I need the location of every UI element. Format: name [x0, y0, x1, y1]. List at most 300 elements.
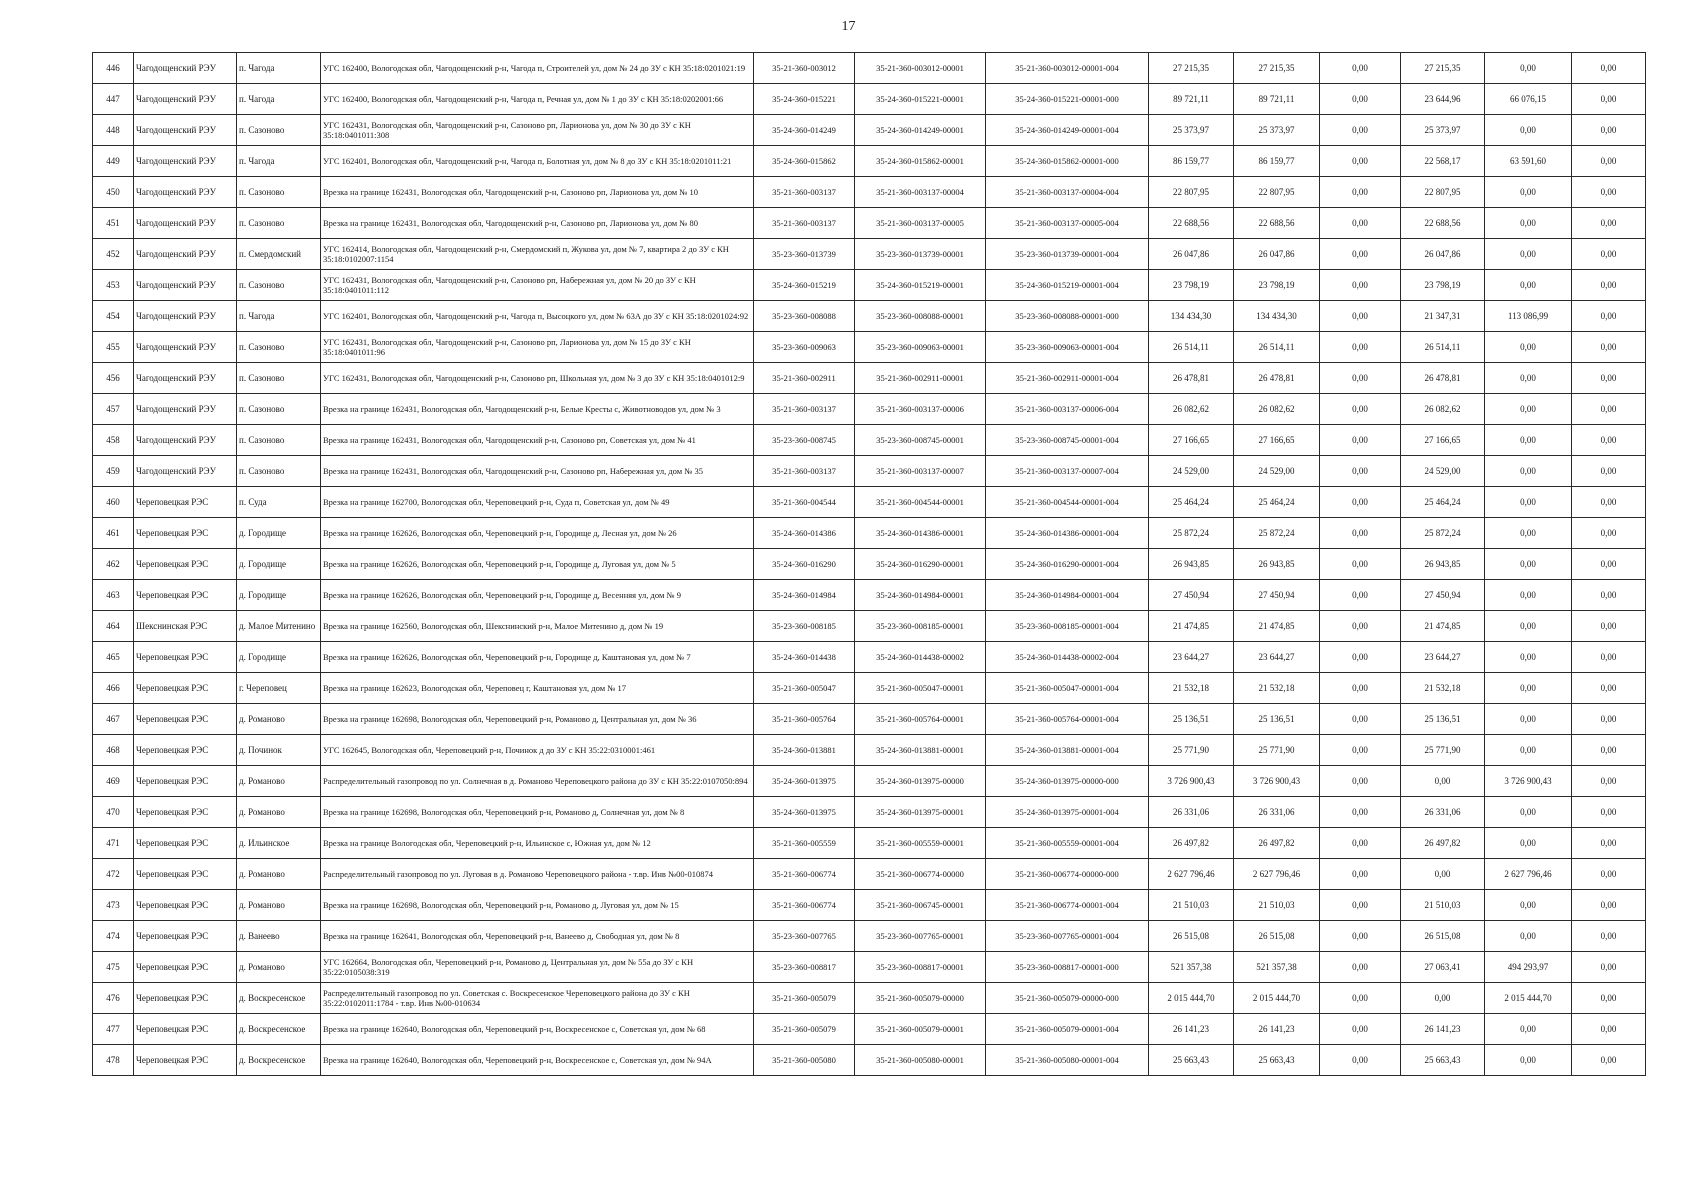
amount-cell-6: 0,00	[1572, 983, 1646, 1014]
item-code-cell: 35-23-360-008817-00001-000	[986, 952, 1149, 983]
table-row	[93, 766, 1646, 797]
amount-cell-1: 27 450,94	[1149, 580, 1234, 611]
amount-cell-4: 25 872,24	[1401, 518, 1485, 549]
row-number-cell: 460	[93, 487, 134, 518]
amount-cell-4: 26 047,86	[1401, 239, 1485, 270]
table-row	[93, 890, 1646, 921]
amount-cell-1: 25 464,24	[1149, 487, 1234, 518]
amount-cell-2: 27 166,65	[1234, 425, 1320, 456]
settlement-cell: д. Романово	[237, 859, 321, 890]
amount-cell-3: 0,00	[1320, 735, 1401, 766]
row-number-cell: 466	[93, 673, 134, 704]
table-row	[93, 983, 1646, 1014]
table-row	[93, 549, 1646, 580]
row-number-cell: 474	[93, 921, 134, 952]
amount-cell-5: 0,00	[1485, 332, 1572, 363]
object-code-cell: 35-23-360-013739	[754, 239, 855, 270]
amount-cell-6: 0,00	[1572, 704, 1646, 735]
settlement-cell: д. Воскресенское	[237, 1014, 321, 1045]
amount-cell-6: 0,00	[1572, 890, 1646, 921]
row-number-cell: 447	[93, 84, 134, 115]
organization-cell: Череповецкая РЭС	[134, 549, 237, 580]
row-number-cell: 475	[93, 952, 134, 983]
address-cell: УГС 162431, Вологодская обл, Чагодощенский р-н, Сазоново рп, Школьная ул, дом № 3 до ЗУ с КН 35:18:0401012:9	[321, 363, 754, 394]
amount-cell-3: 0,00	[1320, 301, 1401, 332]
address-cell: УГС 162400, Вологодская обл, Чагодощенский р-н, Чагода п, Строителей ул, дом № 24 до ЗУ с КН 35:18:0201021:19	[321, 53, 754, 84]
settlement-cell: д. Воскресенское	[237, 1045, 321, 1076]
amount-cell-4: 23 644,27	[1401, 642, 1485, 673]
row-number-cell: 472	[93, 859, 134, 890]
amount-cell-2: 26 141,23	[1234, 1014, 1320, 1045]
address-cell: УГС 162414, Вологодская обл, Чагодощенский р-н, Смердомский п, Жукова ул, дом № 7, квартира 2 до ЗУ с КН 35:18:0102007:1154	[321, 239, 754, 270]
object-code-cell: 35-23-360-008088	[754, 301, 855, 332]
object-code-cell: 35-24-360-015221	[754, 84, 855, 115]
object-code-cell: 35-24-360-013975	[754, 766, 855, 797]
item-code-cell: 35-24-360-014438-00002-004	[986, 642, 1149, 673]
amount-cell-4: 22 568,17	[1401, 146, 1485, 177]
address-cell: Врезка на границе 162698, Вологодская обл, Череповецкий р-н, Романово д, Луговая ул, дом № 15	[321, 890, 754, 921]
object-code-cell: 35-21-360-002911	[754, 363, 855, 394]
organization-cell: Чагодощенский РЭУ	[134, 239, 237, 270]
amount-cell-2: 2 627 796,46	[1234, 859, 1320, 890]
object-code-cell: 35-21-360-003012	[754, 53, 855, 84]
amount-cell-1: 25 373,97	[1149, 115, 1234, 146]
object-code-cell: 35-23-360-008185	[754, 611, 855, 642]
organization-cell: Чагодощенский РЭУ	[134, 301, 237, 332]
table-row	[93, 1014, 1646, 1045]
amount-cell-2: 25 872,24	[1234, 518, 1320, 549]
sub-object-code-cell: 35-24-360-014249-00001	[855, 115, 986, 146]
item-code-cell: 35-24-360-014386-00001-004	[986, 518, 1149, 549]
item-code-cell: 35-21-360-005080-00001-004	[986, 1045, 1149, 1076]
amount-cell-6: 0,00	[1572, 828, 1646, 859]
amount-cell-6: 0,00	[1572, 642, 1646, 673]
amount-cell-2: 2 015 444,70	[1234, 983, 1320, 1014]
table-row	[93, 673, 1646, 704]
object-code-cell: 35-24-360-014984	[754, 580, 855, 611]
settlement-cell: д. Романово	[237, 952, 321, 983]
amount-cell-3: 0,00	[1320, 797, 1401, 828]
settlement-cell: п. Сазоново	[237, 177, 321, 208]
object-code-cell: 35-21-360-003137	[754, 177, 855, 208]
amount-cell-4: 27 450,94	[1401, 580, 1485, 611]
table-row	[93, 53, 1646, 84]
row-number-cell: 462	[93, 549, 134, 580]
amount-cell-4: 24 529,00	[1401, 456, 1485, 487]
amount-cell-1: 22 688,56	[1149, 208, 1234, 239]
table-row	[93, 115, 1646, 146]
table-row	[93, 84, 1646, 115]
amount-cell-2: 25 663,43	[1234, 1045, 1320, 1076]
amount-cell-5: 63 591,60	[1485, 146, 1572, 177]
amount-cell-2: 21 532,18	[1234, 673, 1320, 704]
item-code-cell: 35-21-360-003137-00006-004	[986, 394, 1149, 425]
row-number-cell: 468	[93, 735, 134, 766]
amount-cell-3: 0,00	[1320, 84, 1401, 115]
table-row	[93, 797, 1646, 828]
amount-cell-3: 0,00	[1320, 270, 1401, 301]
amount-cell-5: 0,00	[1485, 177, 1572, 208]
amount-cell-5: 0,00	[1485, 208, 1572, 239]
amount-cell-6: 0,00	[1572, 146, 1646, 177]
sub-object-code-cell: 35-21-360-005764-00001	[855, 704, 986, 735]
object-code-cell: 35-24-360-013975	[754, 797, 855, 828]
item-code-cell: 35-24-360-016290-00001-004	[986, 549, 1149, 580]
address-cell: УГС 162431, Вологодская обл, Чагодощенский р-н, Сазоново рп, Ларионова ул, дом № 15 до ЗУ с КН 35:18:0401011:96	[321, 332, 754, 363]
organization-cell: Череповецкая РЭС	[134, 518, 237, 549]
sub-object-code-cell: 35-21-360-004544-00001	[855, 487, 986, 518]
amount-cell-6: 0,00	[1572, 797, 1646, 828]
row-number-cell: 459	[93, 456, 134, 487]
organization-cell: Череповецкая РЭС	[134, 921, 237, 952]
row-number-cell: 449	[93, 146, 134, 177]
amount-cell-5: 0,00	[1485, 890, 1572, 921]
organization-cell: Чагодощенский РЭУ	[134, 53, 237, 84]
amount-cell-3: 0,00	[1320, 487, 1401, 518]
table-row	[93, 704, 1646, 735]
amount-cell-4: 25 771,90	[1401, 735, 1485, 766]
organization-cell: Чагодощенский РЭУ	[134, 332, 237, 363]
amount-cell-3: 0,00	[1320, 239, 1401, 270]
organization-cell: Шекснинская РЭС	[134, 611, 237, 642]
sub-object-code-cell: 35-24-360-015219-00001	[855, 270, 986, 301]
table-row	[93, 642, 1646, 673]
object-code-cell: 35-24-360-013881	[754, 735, 855, 766]
organization-cell: Череповецкая РЭС	[134, 1045, 237, 1076]
amount-cell-6: 0,00	[1572, 394, 1646, 425]
address-cell: Врезка на границе 162431, Вологодская обл, Чагодощенский р-н, Сазоново рп, Ларионова ул, дом № 10	[321, 177, 754, 208]
table-row	[93, 177, 1646, 208]
settlement-cell: п. Сазоново	[237, 332, 321, 363]
table-row	[93, 394, 1646, 425]
object-code-cell: 35-24-360-016290	[754, 549, 855, 580]
item-code-cell: 35-21-360-006774-00001-004	[986, 890, 1149, 921]
amount-cell-5: 0,00	[1485, 487, 1572, 518]
amount-cell-6: 0,00	[1572, 580, 1646, 611]
amount-cell-5: 0,00	[1485, 456, 1572, 487]
amount-cell-5: 0,00	[1485, 797, 1572, 828]
row-number-cell: 476	[93, 983, 134, 1014]
item-code-cell: 35-21-360-004544-00001-004	[986, 487, 1149, 518]
amount-cell-3: 0,00	[1320, 952, 1401, 983]
row-number-cell: 454	[93, 301, 134, 332]
amount-cell-6: 0,00	[1572, 53, 1646, 84]
amount-cell-5: 0,00	[1485, 239, 1572, 270]
amount-cell-4: 26 943,85	[1401, 549, 1485, 580]
settlement-cell: г. Череповец	[237, 673, 321, 704]
amount-cell-2: 23 644,27	[1234, 642, 1320, 673]
amount-cell-5: 494 293,97	[1485, 952, 1572, 983]
table-row	[93, 146, 1646, 177]
amount-cell-2: 24 529,00	[1234, 456, 1320, 487]
address-cell: Врезка на границе 162623, Вологодская обл, Череповец г, Каштановая ул, дом № 17	[321, 673, 754, 704]
object-code-cell: 35-21-360-005764	[754, 704, 855, 735]
sub-object-code-cell: 35-21-360-006745-00001	[855, 890, 986, 921]
amount-cell-3: 0,00	[1320, 983, 1401, 1014]
row-number-cell: 463	[93, 580, 134, 611]
amount-cell-6: 0,00	[1572, 239, 1646, 270]
table-row	[93, 1045, 1646, 1076]
address-cell: Врезка на границе 162431, Вологодская обл, Чагодощенский р-н, Сазоново рп, Набережная ул, дом № 35	[321, 456, 754, 487]
amount-cell-1: 26 497,82	[1149, 828, 1234, 859]
item-code-cell: 35-21-360-003137-00005-004	[986, 208, 1149, 239]
item-code-cell: 35-21-360-005047-00001-004	[986, 673, 1149, 704]
amount-cell-6: 0,00	[1572, 270, 1646, 301]
amount-cell-4: 0,00	[1401, 766, 1485, 797]
amount-cell-1: 23 644,27	[1149, 642, 1234, 673]
amount-cell-3: 0,00	[1320, 890, 1401, 921]
page-number: 17	[841, 19, 856, 34]
amount-cell-2: 22 807,95	[1234, 177, 1320, 208]
sub-object-code-cell: 35-21-360-003012-00001	[855, 53, 986, 84]
object-code-cell: 35-21-360-005079	[754, 1014, 855, 1045]
sub-object-code-cell: 35-23-360-008817-00001	[855, 952, 986, 983]
address-cell: УГС 162431, Вологодская обл, Чагодощенский р-н, Сазоново рп, Ларионова ул, дом № 30 до ЗУ с КН 35:18:0401011:308	[321, 115, 754, 146]
amount-cell-1: 22 807,95	[1149, 177, 1234, 208]
settlement-cell: п. Сазоново	[237, 363, 321, 394]
amount-cell-2: 25 136,51	[1234, 704, 1320, 735]
settlement-cell: п. Суда	[237, 487, 321, 518]
amount-cell-1: 26 331,06	[1149, 797, 1234, 828]
amount-cell-1: 23 798,19	[1149, 270, 1234, 301]
amount-cell-1: 3 726 900,43	[1149, 766, 1234, 797]
amount-cell-1: 26 514,11	[1149, 332, 1234, 363]
amount-cell-2: 27 450,94	[1234, 580, 1320, 611]
registry-table	[92, 52, 1646, 1076]
amount-cell-5: 2 015 444,70	[1485, 983, 1572, 1014]
amount-cell-5: 0,00	[1485, 673, 1572, 704]
address-cell: Врезка на границе 162626, Вологодская обл, Череповецкий р-н, Городище д, Каштановая ул, дом № 7	[321, 642, 754, 673]
amount-cell-5: 0,00	[1485, 642, 1572, 673]
amount-cell-5: 0,00	[1485, 1045, 1572, 1076]
row-number-cell: 478	[93, 1045, 134, 1076]
amount-cell-3: 0,00	[1320, 208, 1401, 239]
amount-cell-2: 21 474,85	[1234, 611, 1320, 642]
item-code-cell: 35-23-360-008745-00001-004	[986, 425, 1149, 456]
table-row	[93, 828, 1646, 859]
amount-cell-2: 26 047,86	[1234, 239, 1320, 270]
sub-object-code-cell: 35-21-360-005079-00001	[855, 1014, 986, 1045]
amount-cell-3: 0,00	[1320, 1014, 1401, 1045]
object-code-cell: 35-21-360-003137	[754, 394, 855, 425]
table-row	[93, 363, 1646, 394]
amount-cell-5: 0,00	[1485, 270, 1572, 301]
amount-cell-6: 0,00	[1572, 425, 1646, 456]
sub-object-code-cell: 35-21-360-005559-00001	[855, 828, 986, 859]
organization-cell: Череповецкая РЭС	[134, 828, 237, 859]
organization-cell: Череповецкая РЭС	[134, 580, 237, 611]
amount-cell-2: 86 159,77	[1234, 146, 1320, 177]
amount-cell-3: 0,00	[1320, 766, 1401, 797]
sub-object-code-cell: 35-24-360-013881-00001	[855, 735, 986, 766]
sub-object-code-cell: 35-24-360-016290-00001	[855, 549, 986, 580]
item-code-cell: 35-24-360-013975-00001-004	[986, 797, 1149, 828]
amount-cell-6: 0,00	[1572, 735, 1646, 766]
address-cell: УГС 162645, Вологодская обл, Череповецкий р-н, Починок д до ЗУ с КН 35:22:0310001:461	[321, 735, 754, 766]
amount-cell-1: 89 721,11	[1149, 84, 1234, 115]
item-code-cell: 35-21-360-003137-00007-004	[986, 456, 1149, 487]
amount-cell-6: 0,00	[1572, 84, 1646, 115]
amount-cell-4: 26 514,11	[1401, 332, 1485, 363]
row-number-cell: 470	[93, 797, 134, 828]
amount-cell-3: 0,00	[1320, 53, 1401, 84]
amount-cell-5: 0,00	[1485, 704, 1572, 735]
amount-cell-1: 26 515,08	[1149, 921, 1234, 952]
settlement-cell: д. Воскресенское	[237, 983, 321, 1014]
amount-cell-3: 0,00	[1320, 549, 1401, 580]
amount-cell-2: 26 497,82	[1234, 828, 1320, 859]
amount-cell-3: 0,00	[1320, 332, 1401, 363]
amount-cell-1: 26 141,23	[1149, 1014, 1234, 1045]
amount-cell-6: 0,00	[1572, 332, 1646, 363]
amount-cell-1: 521 357,38	[1149, 952, 1234, 983]
sub-object-code-cell: 35-23-360-008088-00001	[855, 301, 986, 332]
amount-cell-6: 0,00	[1572, 487, 1646, 518]
organization-cell: Чагодощенский РЭУ	[134, 177, 237, 208]
amount-cell-2: 22 688,56	[1234, 208, 1320, 239]
amount-cell-1: 21 532,18	[1149, 673, 1234, 704]
object-code-cell: 35-21-360-005047	[754, 673, 855, 704]
amount-cell-3: 0,00	[1320, 177, 1401, 208]
organization-cell: Чагодощенский РЭУ	[134, 84, 237, 115]
amount-cell-4: 26 141,23	[1401, 1014, 1485, 1045]
item-code-cell: 35-23-360-008088-00001-000	[986, 301, 1149, 332]
amount-cell-2: 26 082,62	[1234, 394, 1320, 425]
amount-cell-6: 0,00	[1572, 1045, 1646, 1076]
table-body	[93, 53, 1646, 1076]
row-number-cell: 456	[93, 363, 134, 394]
object-code-cell: 35-23-360-007765	[754, 921, 855, 952]
sub-object-code-cell: 35-24-360-013975-00000	[855, 766, 986, 797]
amount-cell-5: 0,00	[1485, 921, 1572, 952]
organization-cell: Череповецкая РЭС	[134, 983, 237, 1014]
settlement-cell: д. Романово	[237, 704, 321, 735]
amount-cell-5: 113 086,99	[1485, 301, 1572, 332]
amount-cell-3: 0,00	[1320, 611, 1401, 642]
sub-object-code-cell: 35-24-360-015862-00001	[855, 146, 986, 177]
settlement-cell: д. Городище	[237, 518, 321, 549]
amount-cell-3: 0,00	[1320, 580, 1401, 611]
amount-cell-5: 66 076,15	[1485, 84, 1572, 115]
row-number-cell: 453	[93, 270, 134, 301]
sub-object-code-cell: 35-23-360-008185-00001	[855, 611, 986, 642]
object-code-cell: 35-24-360-014438	[754, 642, 855, 673]
settlement-cell: п. Смердомский	[237, 239, 321, 270]
amount-cell-2: 21 510,03	[1234, 890, 1320, 921]
amount-cell-2: 26 943,85	[1234, 549, 1320, 580]
address-cell: Врезка на границе 162698, Вологодская обл, Череповецкий р-н, Романово д, Солнечная ул, дом № 8	[321, 797, 754, 828]
address-cell: УГС 162664, Вологодская обл, Череповецкий р-н, Романово д, Центральная ул, дом № 55а до ЗУ с КН 35:22:0105038:319	[321, 952, 754, 983]
address-cell: УГС 162401, Вологодская обл, Чагодощенский р-н, Чагода п, Высоцкого ул, дом № 63А до ЗУ с КН 35:18:0201024:92	[321, 301, 754, 332]
address-cell: Врезка на границе 162641, Вологодская обл, Череповецкий р-н, Ванеево д, Свободная ул, дом № 8	[321, 921, 754, 952]
amount-cell-4: 21 532,18	[1401, 673, 1485, 704]
organization-cell: Чагодощенский РЭУ	[134, 394, 237, 425]
amount-cell-2: 25 373,97	[1234, 115, 1320, 146]
table-row	[93, 735, 1646, 766]
sub-object-code-cell: 35-24-360-014438-00002	[855, 642, 986, 673]
amount-cell-1: 27 215,35	[1149, 53, 1234, 84]
amount-cell-2: 25 771,90	[1234, 735, 1320, 766]
address-cell: Врезка на границе 162560, Вологодская обл, Шекснинский р-н, Малое Митенино д, дом № 19	[321, 611, 754, 642]
amount-cell-6: 0,00	[1572, 301, 1646, 332]
item-code-cell: 35-21-360-006774-00000-000	[986, 859, 1149, 890]
item-code-cell: 35-21-360-002911-00001-004	[986, 363, 1149, 394]
table-row	[93, 456, 1646, 487]
amount-cell-2: 26 331,06	[1234, 797, 1320, 828]
address-cell: УГС 162431, Вологодская обл, Чагодощенский р-н, Сазоново рп, Набережная ул, дом № 20 до ЗУ с КН 35:18:0401011:112	[321, 270, 754, 301]
row-number-cell: 473	[93, 890, 134, 921]
address-cell: Врезка на границе 162698, Вологодская обл, Череповецкий р-н, Романово д, Центральная ул, дом № 36	[321, 704, 754, 735]
organization-cell: Череповецкая РЭС	[134, 1014, 237, 1045]
address-cell: Врезка на границе 162626, Вологодская обл, Череповецкий р-н, Городище д, Весенняя ул, дом № 9	[321, 580, 754, 611]
address-cell: Врезка на границе 162431, Вологодская обл, Чагодощенский р-н, Сазоново рп, Советская ул, дом № 41	[321, 425, 754, 456]
address-cell: Врезка на границе 162431, Вологодская обл, Чагодощенский р-н, Белые Кресты с, Животноводов ул, дом № 3	[321, 394, 754, 425]
amount-cell-4: 26 082,62	[1401, 394, 1485, 425]
settlement-cell: д. Романово	[237, 797, 321, 828]
item-code-cell: 35-23-360-007765-00001-004	[986, 921, 1149, 952]
item-code-cell: 35-21-360-005079-00000-000	[986, 983, 1149, 1014]
object-code-cell: 35-21-360-005079	[754, 983, 855, 1014]
address-cell: Распределительный газопровод по ул. Солнечная в д. Романово Череповецкого района до ЗУ с КН 35:22:0107050:894	[321, 766, 754, 797]
amount-cell-6: 0,00	[1572, 115, 1646, 146]
organization-cell: Череповецкая РЭС	[134, 642, 237, 673]
organization-cell: Череповецкая РЭС	[134, 487, 237, 518]
amount-cell-6: 0,00	[1572, 673, 1646, 704]
amount-cell-3: 0,00	[1320, 673, 1401, 704]
amount-cell-5: 0,00	[1485, 735, 1572, 766]
amount-cell-6: 0,00	[1572, 766, 1646, 797]
amount-cell-3: 0,00	[1320, 146, 1401, 177]
object-code-cell: 35-24-360-014249	[754, 115, 855, 146]
amount-cell-5: 3 726 900,43	[1485, 766, 1572, 797]
table-row	[93, 611, 1646, 642]
amount-cell-6: 0,00	[1572, 921, 1646, 952]
amount-cell-2: 3 726 900,43	[1234, 766, 1320, 797]
amount-cell-3: 0,00	[1320, 828, 1401, 859]
amount-cell-6: 0,00	[1572, 859, 1646, 890]
amount-cell-4: 25 464,24	[1401, 487, 1485, 518]
row-number-cell: 446	[93, 53, 134, 84]
organization-cell: Чагодощенский РЭУ	[134, 115, 237, 146]
settlement-cell: д. Городище	[237, 549, 321, 580]
address-cell: Врезка на границе 162700, Вологодская обл, Череповецкий р-н, Суда п, Советская ул, дом № 49	[321, 487, 754, 518]
amount-cell-6: 0,00	[1572, 208, 1646, 239]
item-code-cell: 35-23-360-013739-00001-004	[986, 239, 1149, 270]
object-code-cell: 35-24-360-015219	[754, 270, 855, 301]
amount-cell-1: 2 627 796,46	[1149, 859, 1234, 890]
address-cell: Врезка на границе 162626, Вологодская обл, Череповецкий р-н, Городище д, Луговая ул, дом № 5	[321, 549, 754, 580]
address-cell: Распределительный газопровод по ул. Луговая в д. Романово Череповецкого района - т.вр. Инв №00-010874	[321, 859, 754, 890]
table-row	[93, 425, 1646, 456]
row-number-cell: 464	[93, 611, 134, 642]
address-cell: УГС 162400, Вологодская обл, Чагодощенский р-н, Чагода п, Речная ул, дом № 1 до ЗУ с КН 35:18:0202001:66	[321, 84, 754, 115]
table-row	[93, 239, 1646, 270]
amount-cell-4: 0,00	[1401, 983, 1485, 1014]
organization-cell: Череповецкая РЭС	[134, 766, 237, 797]
settlement-cell: п. Чагода	[237, 53, 321, 84]
item-code-cell: 35-24-360-013881-00001-004	[986, 735, 1149, 766]
object-code-cell: 35-21-360-005559	[754, 828, 855, 859]
amount-cell-4: 25 373,97	[1401, 115, 1485, 146]
item-code-cell: 35-24-360-013975-00000-000	[986, 766, 1149, 797]
amount-cell-1: 21 510,03	[1149, 890, 1234, 921]
amount-cell-2: 25 464,24	[1234, 487, 1320, 518]
settlement-cell: д. Городище	[237, 580, 321, 611]
amount-cell-4: 26 497,82	[1401, 828, 1485, 859]
item-code-cell: 35-23-360-009063-00001-004	[986, 332, 1149, 363]
row-number-cell: 450	[93, 177, 134, 208]
object-code-cell: 35-23-360-009063	[754, 332, 855, 363]
